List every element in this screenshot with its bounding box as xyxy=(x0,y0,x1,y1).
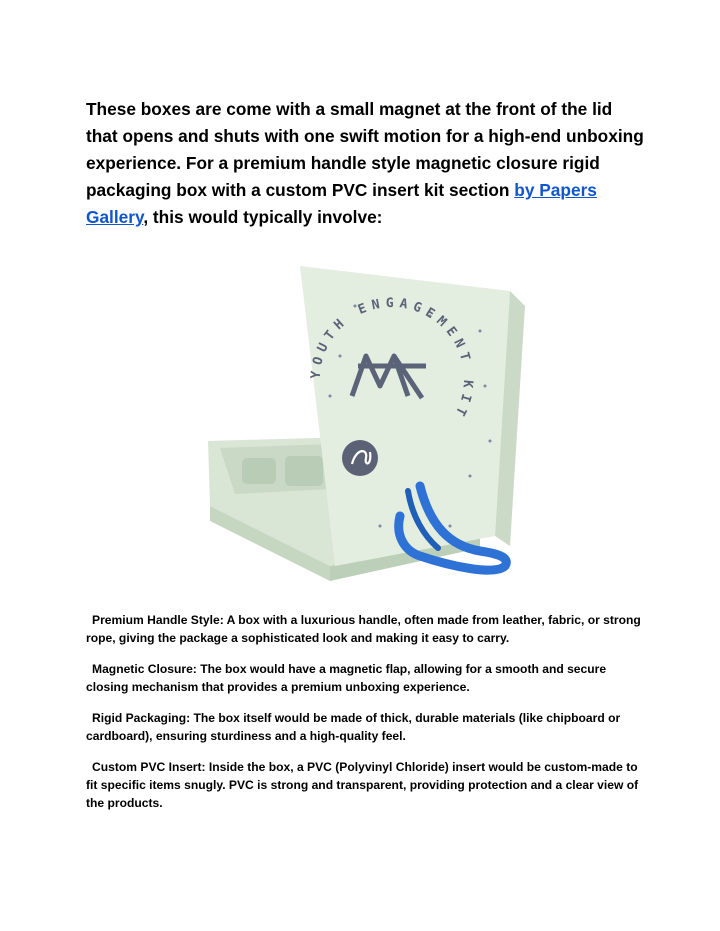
product-photo xyxy=(180,236,540,596)
feature-item-rigid-packaging xyxy=(86,709,646,745)
papers-gallery-link[interactable]: by Papers Gallery xyxy=(86,180,597,227)
feature-text: Rigid Packaging: The box itself would be made of thick, durable materials (like chipboard or cardboard), ensuring sturdiness and a high-quality feel. xyxy=(86,711,621,743)
feature-item-handle xyxy=(86,611,646,647)
insert-cavity-1 xyxy=(242,458,276,484)
feature-list xyxy=(86,611,646,825)
logo-badge xyxy=(342,440,378,476)
intro-paragraph xyxy=(86,96,646,231)
ring-text-path: YOUTH ENGAGEMENT KIT xyxy=(308,295,476,423)
feature-text: Custom PVC Insert: Inside the box, a PVC (Polyvinyl Chloride) insert would be custom-made to fit specific items snugly. PVC is strong and transparent, providing protection and a clear view of the products. xyxy=(86,760,639,810)
feature-item-magnetic-closure xyxy=(86,660,646,696)
intro-text: These boxes are come with a small magnet at the front of the lid that opens and shuts with one swift motion for a high-end unboxing experience. For a premium handle style magnetic closure rigid packaging box with a custom PVC insert kit section xyxy=(86,99,644,200)
feature-item-pvc-insert xyxy=(86,758,646,812)
insert-cavity-2 xyxy=(285,456,323,486)
feature-text: Magnetic Closure: The box would have a magnetic flap, allowing for a smooth and secure closing mechanism that provides a premium unboxing experience. xyxy=(86,662,607,694)
feature-text: Premium Handle Style: A box with a luxurious handle, often made from leather, fabric, or strong rope, giving the package a sophisticated look and making it easy to carry. xyxy=(86,613,641,645)
intro-text-end: , this would typically involve: xyxy=(143,207,383,227)
magnetic-box-illustration xyxy=(180,236,540,596)
